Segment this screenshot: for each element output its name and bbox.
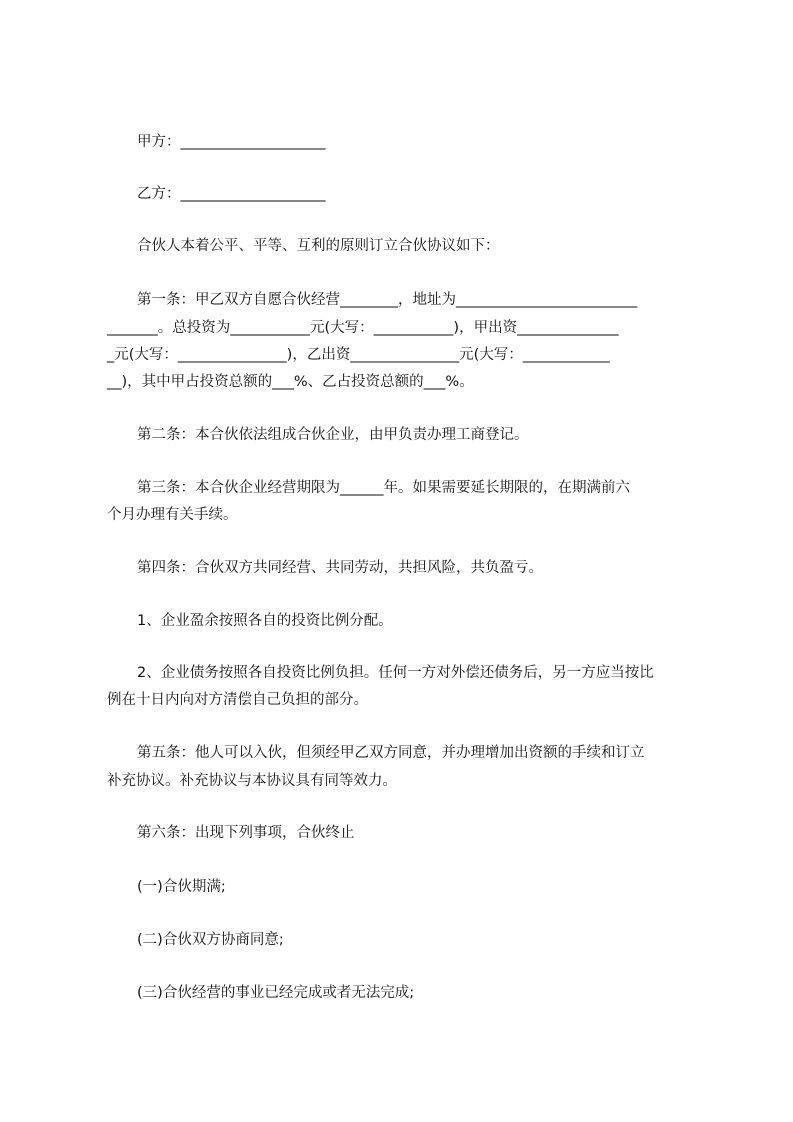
article-5-line-1: 第五条：他人可以入伙，但须经甲乙双方同意，并办理增加出资额的手续和订立 [137, 745, 645, 761]
article-1-line-3: _元(大写：_______________)，乙出资_______________元(大写：____________ [107, 347, 610, 363]
term-2: (二)合伙双方协商同意; [137, 932, 284, 948]
intro-paragraph: 合伙人本着公平、平等、互利的原则订立合伙协议如下： [137, 238, 500, 254]
term-3: (三)合伙经营的事业已经完成或者无法完成; [137, 985, 415, 1001]
article-2-paragraph: 第二条：本合伙依法组成合伙企业，由甲负责办理工商登记。 [137, 427, 529, 443]
article-3-line-1: 第三条：本合伙企业经营期限为______年。如果需要延长期限的，在期满前六 [137, 480, 630, 496]
article-1-line-2: _______。总投资为___________元(大写：___________)，甲出资______________ [107, 320, 619, 336]
item-2-line-1: 2、企业债务按照各自投资比例负担。任何一方对外偿还债务后，另一方应当按比 [137, 665, 654, 681]
article-5-line-2: 补充协议。补充协议与本协议具有同等效力。 [107, 773, 397, 789]
item-2-line-2: 例在十日内向对方清偿自己负担的部分。 [107, 692, 368, 708]
article-3-line-2: 个月办理有关手续。 [107, 507, 238, 523]
term-1: (一)合伙期满; [137, 879, 226, 895]
article-1-line-4: __)，其中甲占投资总额的___%、乙占投资总额的___%。 [107, 374, 474, 390]
party-a-line: 甲方：____________________ [137, 134, 326, 150]
article-4-paragraph: 第四条：合伙双方共同经营、共同劳动，共担风险，共负盈亏。 [137, 560, 543, 576]
item-1-paragraph: 1、企业盈余按照各自的投资比例分配。 [137, 613, 393, 629]
article-6-paragraph: 第六条：出现下列事项，合伙终止 [137, 825, 355, 841]
article-1-line-1: 第一条：甲乙双方自愿合伙经营________，地址为_________________________ [137, 292, 638, 308]
party-b-line: 乙方：____________________ [137, 186, 326, 202]
